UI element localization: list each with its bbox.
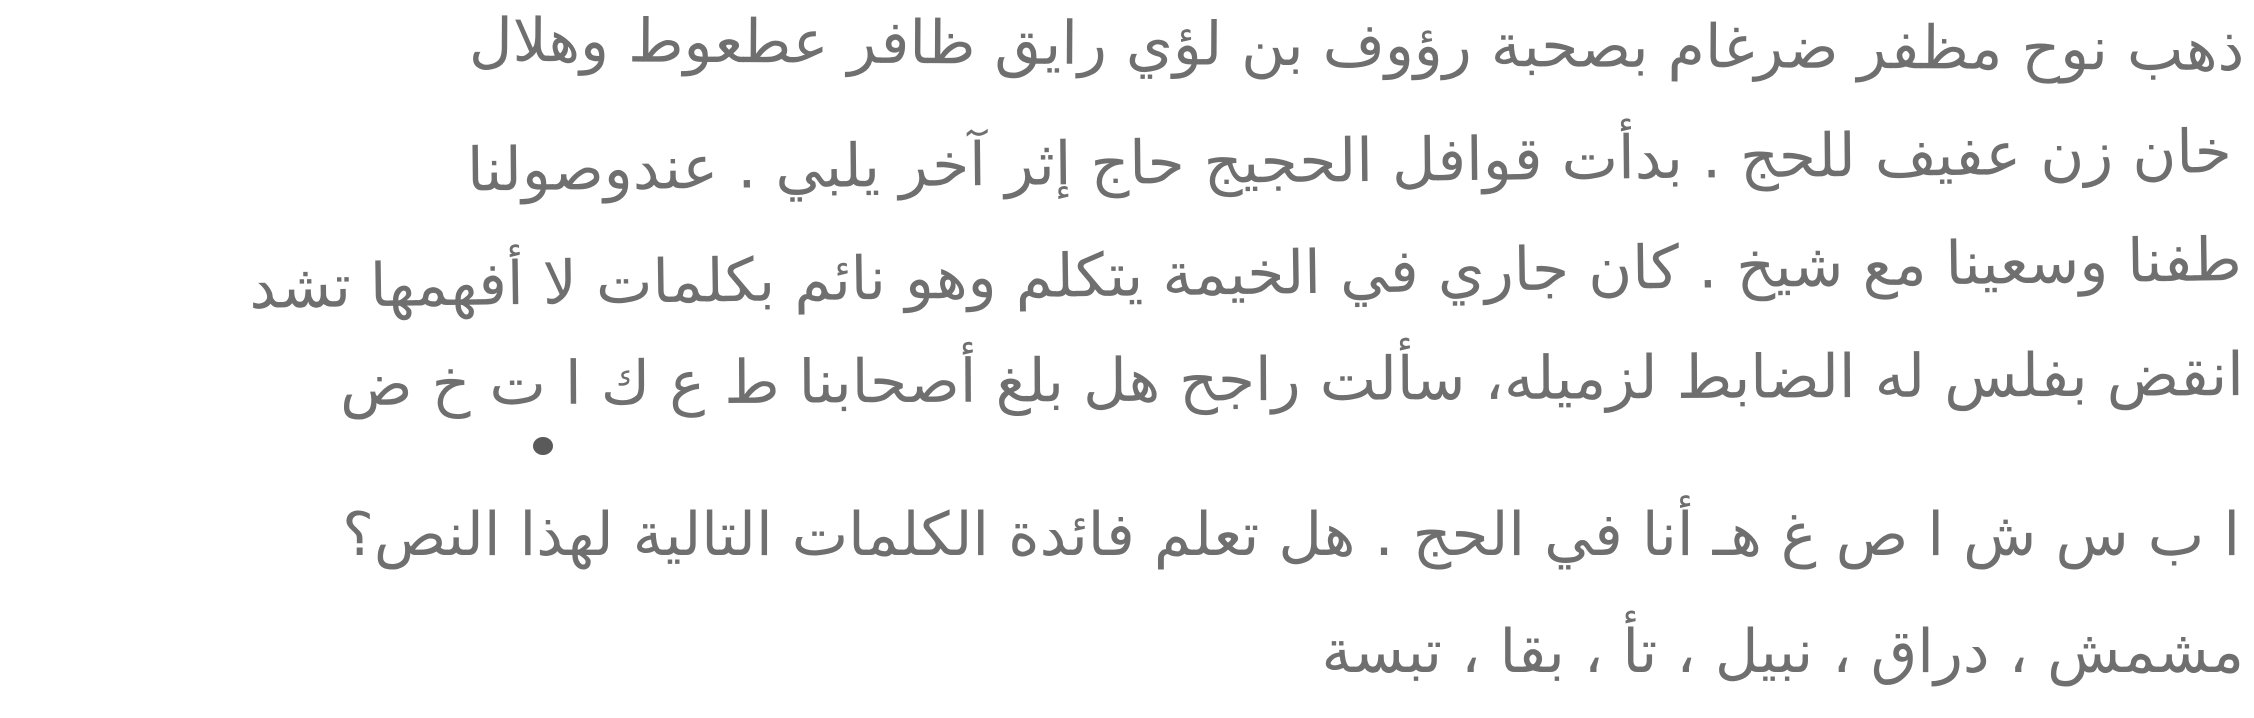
handwritten-line-5: ا ب س ش ا ص غ هـ أنا في الحج . هل تعلم فائدة الكلمات التالية لهذا النص؟ — [342, 500, 2240, 570]
handwritten-line-4: انقض بفلس له الضابط لزميله، سألت راجح هل بلغ أصحابنا ط ع ك ا ت خ ض — [339, 340, 2245, 420]
handwritten-line-2: خان زن عفيف للحج . بدأت قوافل الحجيج حاج إثر آخر يلبي . عندوصولنا — [467, 117, 2233, 206]
handwritten-line-3: طفنا وسعينا مع شيخ . كان جاري في الخيمة يتكلم وهو نائم بكلمات لا أفهمها تشد — [248, 225, 2243, 323]
ink-blot — [533, 437, 553, 455]
handwritten-line-6: مشمش ، دراق ، نبيل ، تأ ، بقا ، تبسة — [1321, 617, 2244, 687]
handwritten-line-1: ذهب نوح مظفر ضرغام بصحبة رؤوف بن لؤي رايق ظافر عطعوط وهلال — [468, 5, 2245, 85]
